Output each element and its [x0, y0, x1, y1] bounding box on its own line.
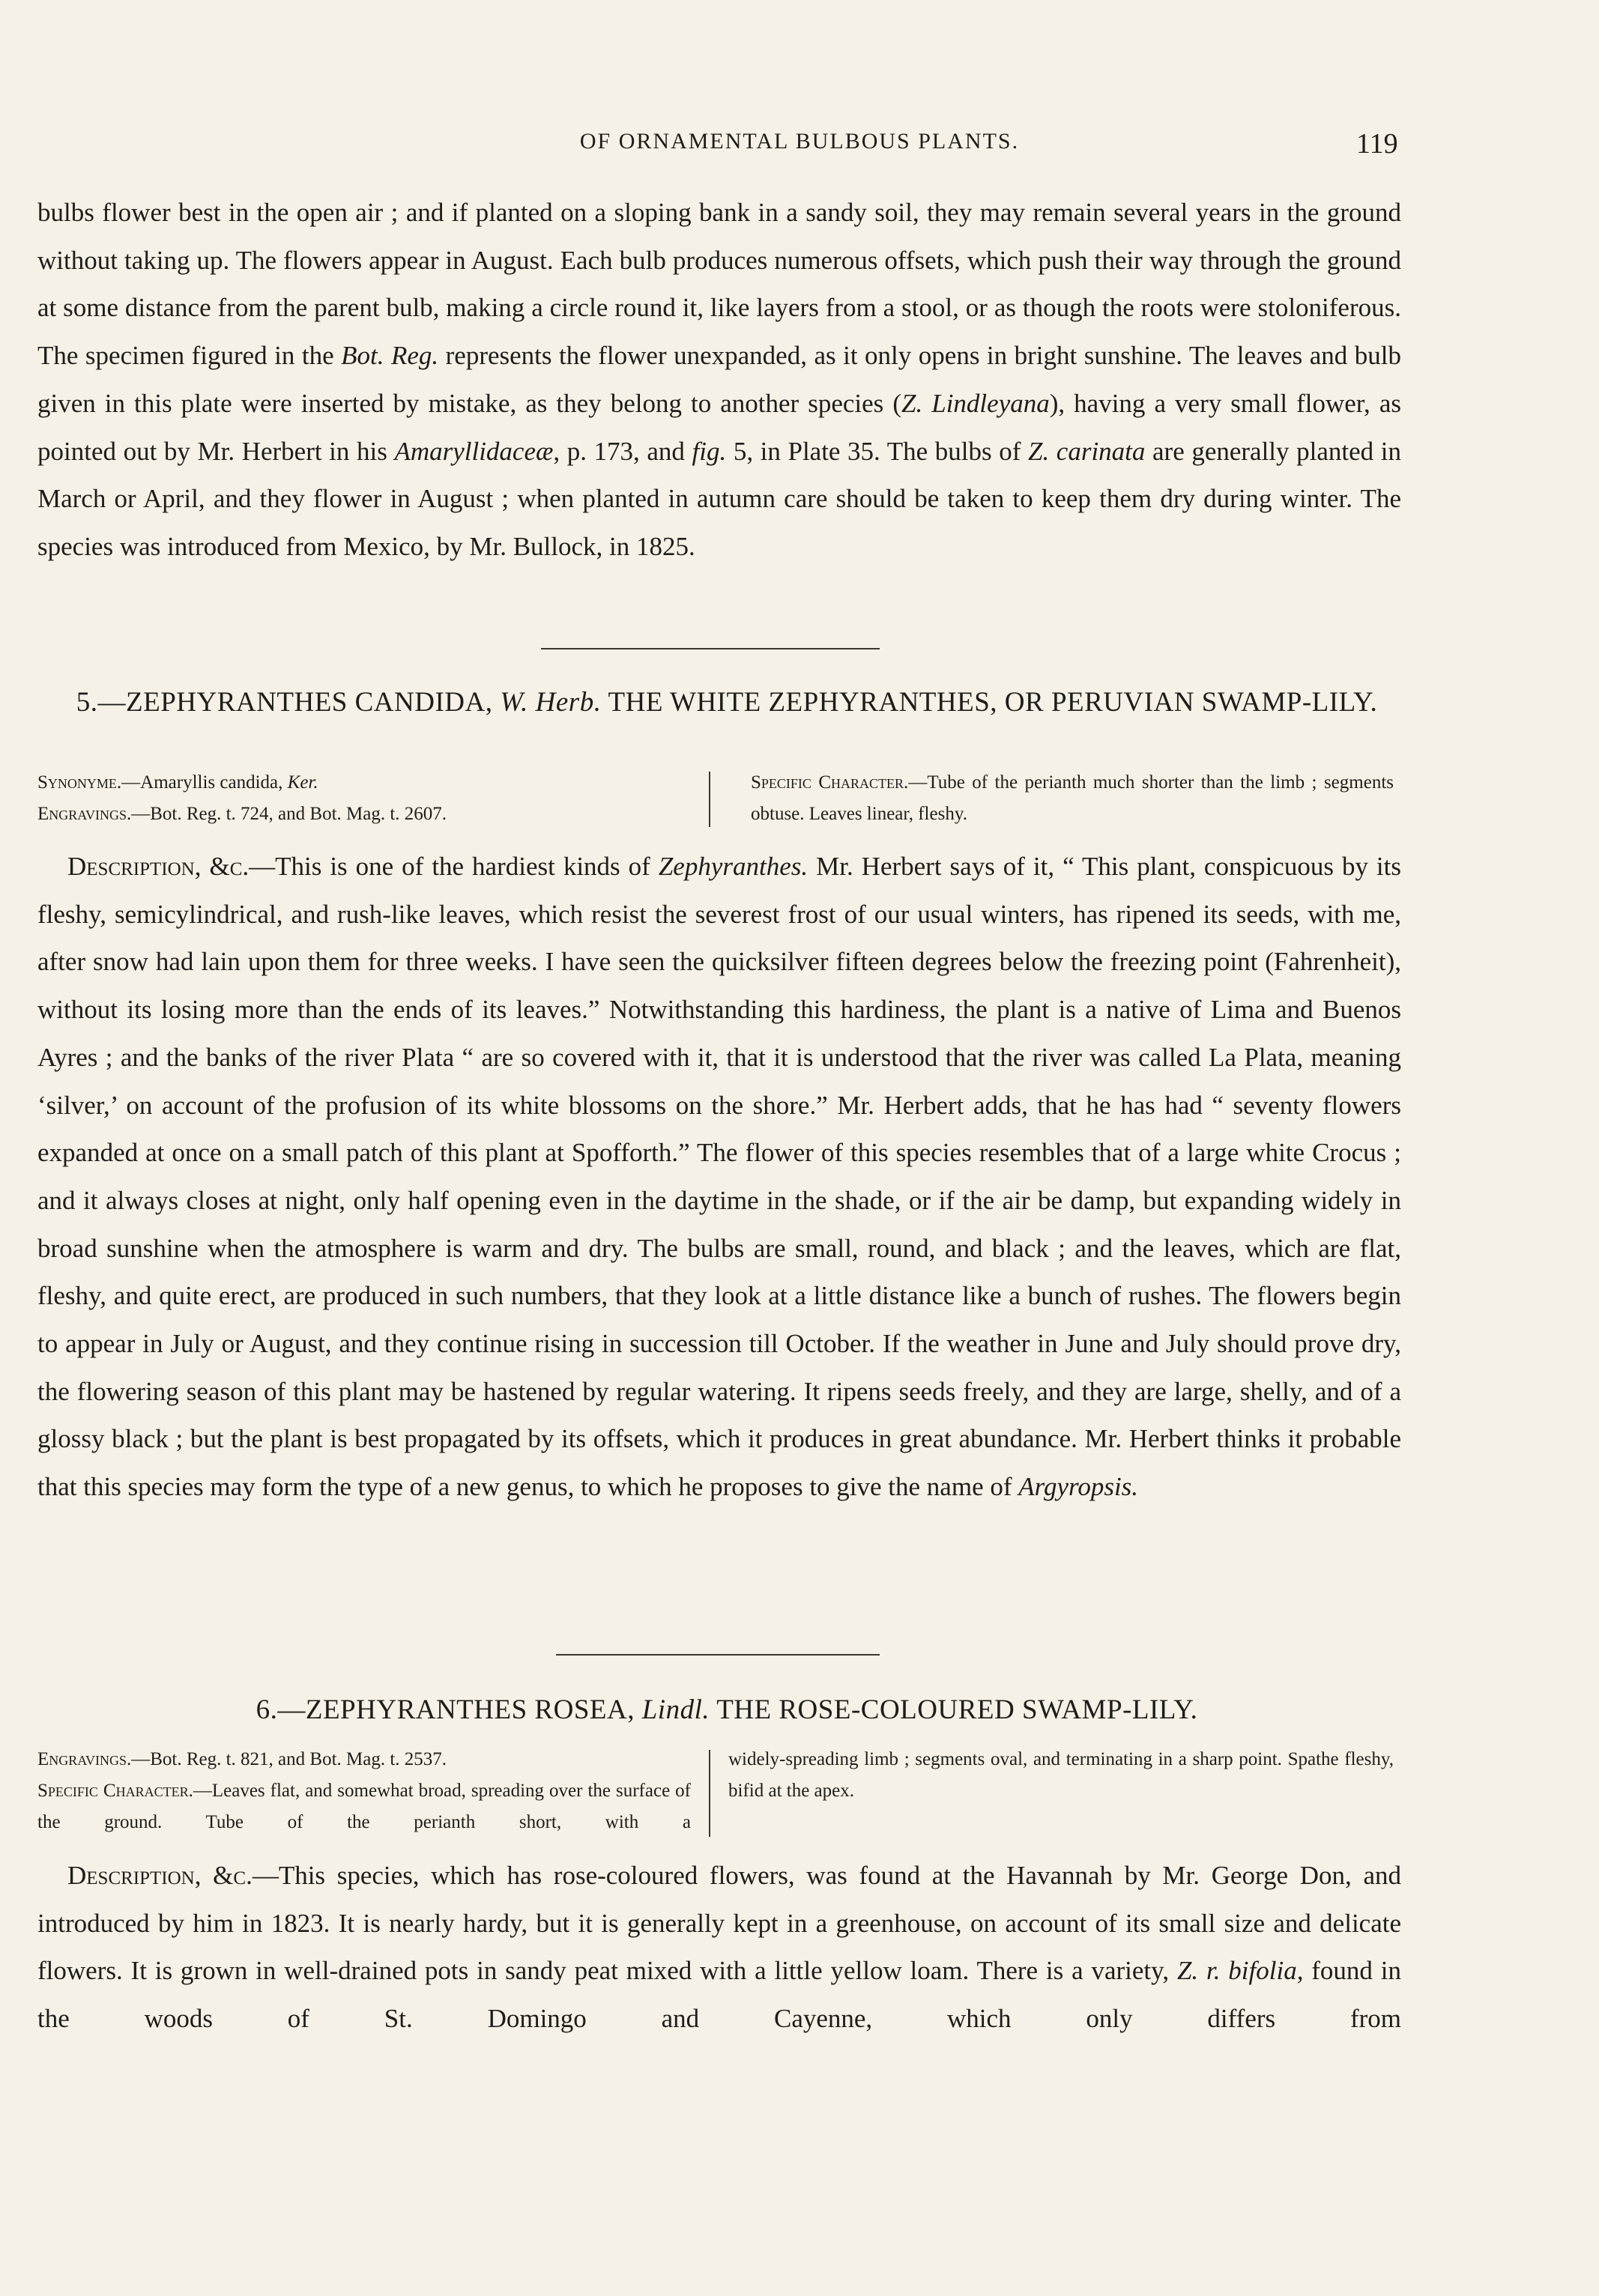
section5-desc-italic-argyropsis: Argyropsis. — [1018, 1472, 1139, 1502]
running-head: OF ORNAMENTAL BULBOUS PLANTS. — [579, 129, 1020, 154]
intro-italic-lindleyana: Z. Lindleyana — [901, 388, 1050, 418]
section5-heading — [67, 684, 1386, 721]
section5-desc-label: Description, &c. — [67, 852, 250, 881]
section5-synonyme — [37, 767, 697, 799]
section-divider-1 — [541, 648, 880, 649]
section6-specific-label: Specific Character. — [37, 1781, 193, 1801]
section5-desc-text-1: —This is one of the hardiest kinds of — [249, 852, 659, 881]
section5-heading-author: W. Herb. — [500, 687, 602, 718]
section6-left-column — [37, 1744, 691, 1838]
specific-label: Specific Character. — [751, 772, 909, 793]
section6-heading-num: 6.—ZEPHYRANTHES ROSEA, — [256, 1694, 642, 1725]
intro-italic-carinata: Z. carinata — [1027, 436, 1146, 466]
specific-text: —Tube of the perianth much shorter than the limb ; segments obtuse. Leaves linear, fleshy. — [751, 772, 1394, 824]
synonyme-author: Ker. — [287, 772, 318, 793]
section6-specific-character-right: widely-spreading limb ; segments oval, and terminating in a sharp point. Spathe fleshy, bifid at the apex. — [728, 1749, 1394, 1801]
intro-italic-fig: fig. — [692, 436, 727, 466]
section6-desc-text-2: found in the woods of St. Domingo and Cayenne, which only differs from — [37, 1956, 1401, 2034]
section5-heading-num: 5.—ZEPHYRANTHES CANDIDA, — [76, 687, 501, 718]
section6-right-column — [728, 1744, 1394, 1807]
section6-desc-label: Description, &c. — [67, 1861, 253, 1890]
synonyme-text: —Amaryllis candida, — [121, 772, 288, 793]
intro-text-6: are generally planted in March or April, and they flower in August ; when planted in autumn care should be taken to keep them dry during winter. The species was introduced from Mexico, by Mr. Bullock, in 1825. — [37, 436, 1401, 561]
section5-description — [37, 843, 1401, 1511]
section6-engravings-label: Engravings. — [37, 1749, 132, 1769]
section6-heading-author: Lindl. — [641, 1694, 710, 1725]
section5-heading-title: THE WHITE ZEPHYRANTHES, OR PERUVIAN SWAMP-LILY. — [601, 687, 1378, 718]
engravings-label: Engravings. — [37, 804, 132, 824]
section6-column-divider — [709, 1750, 710, 1837]
intro-italic-amaryllidaceae: Amaryllidaceæ — [394, 436, 554, 466]
section6-desc-text-1: —This species, which has rose-coloured flowers, was found at the Havannah by Mr. George Don, and introduced by him in 1823. It is nearly hardy, but it is generally kept in a greenhouse, on account of its small size and delicate flowers. It is grown in well-drained pots in sandy peat mixed with a little yellow loam. There is a variety, — [37, 1861, 1401, 1986]
section6-specific-character-left — [37, 1775, 691, 1838]
intro-text-2: represents the flower unexpanded, as it only opens in bright sunshine. The leaves and bulb given in this plate were inserted by mistake, as they belong to another species ( — [37, 341, 1401, 418]
section5-engravings — [37, 799, 697, 830]
section5-specific-character — [751, 767, 1394, 830]
section5-desc-italic-zephyranthes: Zephyranthes. — [658, 852, 808, 881]
section-divider-2 — [556, 1654, 880, 1656]
section5-desc-text-2: Mr. Herbert says of it, “ This plant, conspicuous by its fleshy, semicylindrical, and rush-like leaves, which resist the severest frost of our usual winters, has ripened its seeds, with me, after snow had lain upon them for three weeks. I have seen the quicksilver fifteen degrees below the freezing point (Fahrenheit), without its losing more than the ends of its leaves.” Notwithstanding this hardiness, the plant is a native of Lima and Buenos Ayres ; and the banks of the river Plata “ are so covered with it, that it is understood that the river was called La Plata, meaning ‘silver,’ on account of the profusion of its white blossoms on the shore.” Mr. Herbert adds, that he has had “ seventy flowers expanded at once on a small patch of this plant at Spofforth.” The flower of this species resembles that of a large white Crocus ; and it always closes at night, only half opening even in the daytime in the shade, or if the air be damp, but expanding widely in broad sunshine when the atmosphere is warm and dry. The bulbs are small, round, and black ; and the leaves, which are flat, fleshy, and quite erect, are produced in such numbers, that they look at a little distance like a bunch of rushes. The flowers begin to appear in July or August, and they continue rising in succession till October. If the weather in June and July should prove dry, the flowering season of this plant may be hastened by regular watering. It ripens seeds freely, and they are large, shelly, and of a glossy black ; but the plant is best propagated by its offsets, which it produces in great abundance. Mr. Herbert thinks it probable that this species may form the type of a new genus, to which he proposes to give the name of — [37, 852, 1401, 1502]
section6-heading-title: THE ROSE-COLOURED SWAMP-LILY. — [710, 1694, 1198, 1725]
synonyme-label: Synonyme. — [37, 772, 122, 793]
page-number: 119 — [1356, 128, 1398, 160]
section6-engravings — [37, 1744, 691, 1775]
section6-description — [37, 1852, 1401, 2043]
section5-right-column — [751, 767, 1394, 830]
section6-engravings-text: —Bot. Reg. t. 821, and Bot. Mag. t. 2537. — [131, 1749, 447, 1769]
section6-specific-text-left: —Leaves flat, and somewhat broad, spreading over the surface of the ground. Tube of the perianth short, with a — [37, 1781, 691, 1832]
intro-text-3: ), having a very small flower, as pointed out by Mr. Herbert in his — [37, 388, 1401, 466]
intro-text-1: bulbs flower best in the open air ; and if planted on a sloping bank in a sandy soil, they may remain several years in the ground without taking up. The flowers appear in August. Each bulb produces numerous offsets, which push their way through the ground at some distance from the parent bulb, making a circle round it, like layers from a stool, or as though the roots were stoloniferous. The specimen figured in the — [37, 198, 1401, 371]
intro-italic-bot-reg: Bot. Reg. — [341, 341, 439, 371]
section5-column-divider — [709, 772, 710, 827]
intro-paragraph — [37, 189, 1401, 571]
section6-heading — [67, 1691, 1386, 1729]
section5-left-column — [37, 767, 697, 830]
section6-desc-italic-bifolia: Z. r. bifolia, — [1176, 1956, 1304, 1986]
intro-text-5: 5, in Plate 35. The bulbs of — [726, 436, 1028, 466]
engravings-text: —Bot. Reg. t. 724, and Bot. Mag. t. 2607. — [131, 804, 447, 824]
intro-text-4: , p. 173, and — [553, 436, 692, 466]
